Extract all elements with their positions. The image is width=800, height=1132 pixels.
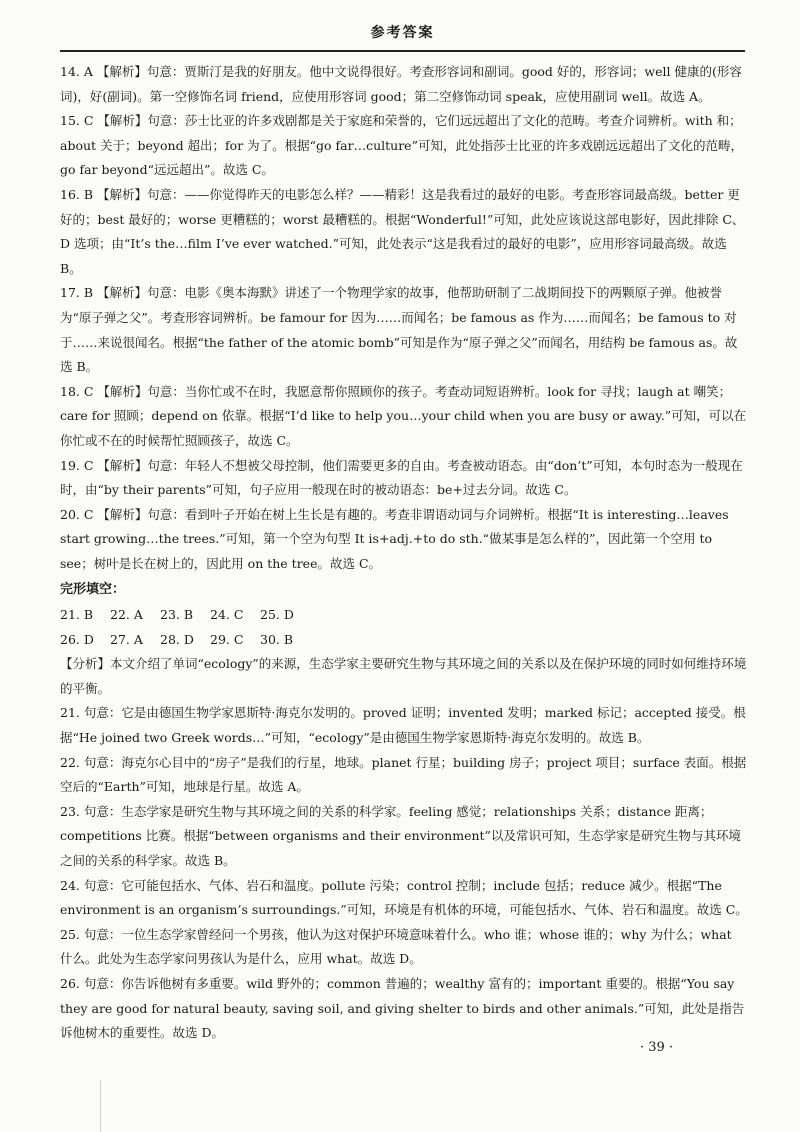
answer-27: 27. A [110,631,143,647]
answer-30: 30. B [260,631,294,647]
explanation-23: 23. 句意：生态学家是研究生物与其环境之间的关系的科学家。feeling 感觉；relationships 关系；distance 距离；competitions 比赛。根据“between organisms and their environment”以及常识可知，生态学家是研究生物与其环境之间的关系的科学家。故选 B。 [60,803,741,868]
answer-item-18: 18. C 【解析】句意：当你忙或不在时，我愿意帮你照顾你的孩子。考查动词短语辨析。look for 寻找；laugh at 嘲笑；care for 照顾；depend on 依靠。根据“I’d like to help you…your child when you are busy or away.”可知，可以在你忙或不在的时候帮忙照顾孩子，故选 C。 [60,383,747,448]
explanation-24: 24. 句意：它可能包括水、气体、岩石和温度。pollute 污染；control 控制；include 包括；reduce 减少。根据“The environment is an organism’s surroundings.”可知，环境是有机体的环境，可能包括水、气体、岩石和温度。故选 C。 [60,877,748,918]
page-number: · 39 · [640,1040,674,1055]
answer-item-15: 15. C 【解析】句意：莎士比亚的许多戏剧都是关于家庭和荣誉的，它们远远超出了文化的范畴。考查介词辨析。with 和；about 关于；beyond 超出；for 为了。根据“go far…culture”可知，此处指莎士比亚的许多戏剧远远超出了文化的范畴，go far beyond“远远超出”。故选 C。 [60,113,743,178]
answer-item-14: 14. A 【解析】句意：贾斯汀是我的好朋友。他中文说得很好。考查形容词和副词。good 好的，形容词；well 健康的(形容词)，好(副词)。第一空修饰名词 friend，应使用形容词 good；第二空修饰动词 speak，应使用副词 well。故选 A。 [60,64,742,104]
header-title: 参考答案 [370,25,435,41]
cloze-analysis: 【分析】本文介绍了单词“ecology”的来源，生态学家主要研究生物与其环境之间的关系以及在保护环境的同时如何维持环境的平衡。 [60,656,747,696]
answer-29: 29. C [210,631,244,647]
answer-21: 21. B [60,607,94,623]
answer-row-2 [60,628,748,653]
explanation-22: 22. 句意：海克尔心目中的“房子”是我们的行星，地球。planet 行星；building 房子；project 项目；surface 表面。根据空后的“Earth”可知，地球是行星。故选 A。 [60,754,747,795]
answer-28: 28. D [160,631,194,647]
margin-line [100,1080,101,1132]
answer-item-20: 20. C 【解析】句意：看到叶子开始在树上生长是有趣的。考查非谓语动词与介词辨析。根据“It is interesting…leaves start growing…the trees.”可知，第一个空为句型 It is+adj.+to do sth.“做某事是怎么样的”，因此第一个空用 to see；树叶是长在树上的，因此用 on the tree。故选 C。 [60,506,729,571]
explanation-21: 21. 句意：它是由德国生物学家恩斯特·海克尔发明的。proved 证明；invented 发明；marked 标记；accepted 接受。根据“He joined two Greek words…”可知，“ecology”是由德国生物学家恩斯特·海克尔发明的。故选 B。 [60,705,746,746]
answer-content [60,60,748,1046]
answer-22: 22. A [110,607,143,623]
section-title-cloze: 完形填空： [60,582,126,598]
answer-26: 26. D [60,631,94,647]
page-header [60,14,745,52]
answer-item-17: 17. B 【解析】句意：电影《奥本海默》讲述了一个物理学家的故事，他帮助研制了二战期间投下的两颗原子弹。他被誉为“原子弹之父”。考查形容词辨析。be famour for 因为……而闻名；be famous as 作为……而闻名；be famous to 对于……来说很闻名。根据“the father of the atomic bomb”可知是作为“原子弹之父”而闻名，用结构 be famous as。故选 B。 [60,285,738,375]
answer-25: 25. D [260,607,294,623]
answer-23: 23. B [160,607,194,623]
answer-24: 24. C [210,607,244,623]
explanation-25: 25. 句意：一位生态学家曾经问一个男孩，他认为这对保护环境意味着什么。who 谁；whose 谁的；why 为什么；what 什么。此处为生态学家问男孩认为是什么，应用 what。故选 D。 [60,926,732,967]
answer-row-1 [60,603,748,628]
explanation-26: 26. 句意：你告诉他树有多重要。wild 野外的；common 普遍的；wealthy 富有的；important 重要的。根据“You say they are good for natural beauty, saving soil, and giving shelter to birds and other animals.”可知，此处是指告诉他树木的重要性。故选 D。 [60,975,745,1041]
answer-item-16: 16. B 【解析】句意：——你觉得昨天的电影怎么样？——精彩！这是我看过的最好的电影。考查形容词最高级。better 更好的；best 最好的；worse 更糟糕的；worst 最糟糕的。根据“Wonderful!”可知，此处应该说这部电影好，因此排除 C、D 选项；由“It’s the…film I’ve ever watched.”可知，此处表示“这是我看过的最好的电影”，应用形容词最高级。故选 B。 [60,186,745,276]
answer-item-19: 19. C 【解析】句意：年轻人不想被父母控制，他们需要更多的自由。考查被动语态。由“don’t”可知，本句时态为一般现在时，由“by their parents”可知，句子应用一般现在时的被动语态：be+过去分词。故选 C。 [60,457,743,498]
